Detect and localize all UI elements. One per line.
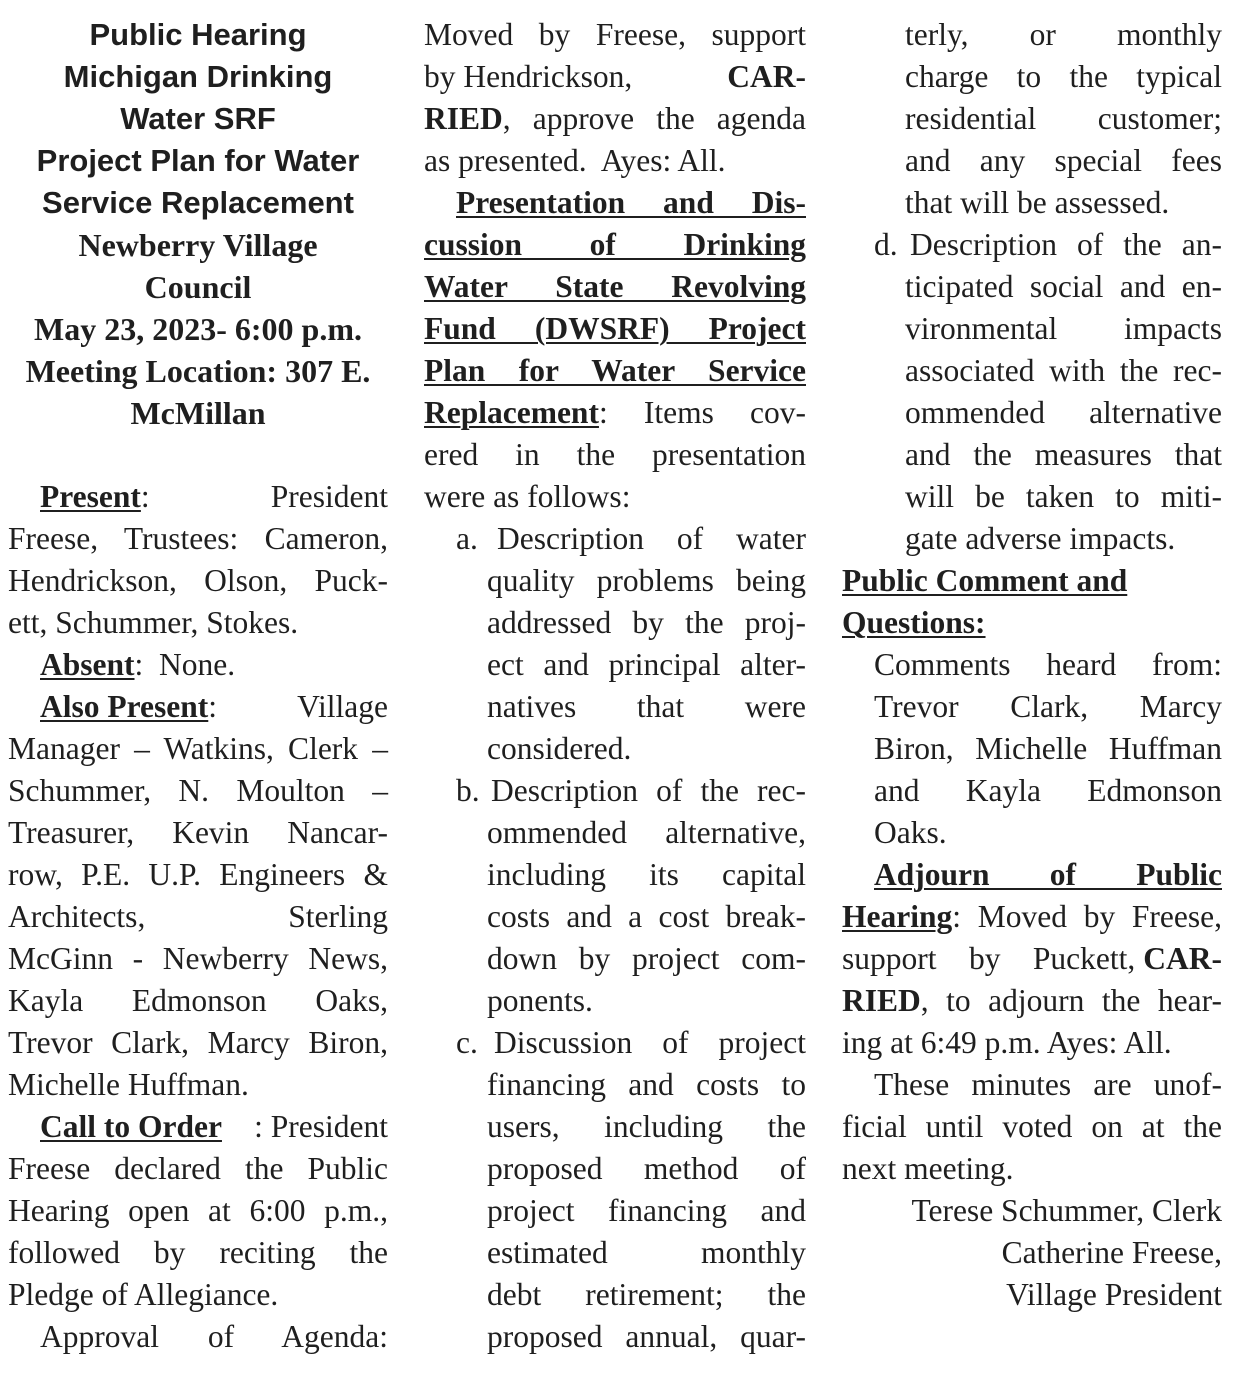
text-line: and the measures that [905, 437, 1222, 472]
text-fragment: : Moved by Freese, [952, 899, 1222, 934]
text-line: quality problems being [487, 563, 806, 598]
text-line: as presented. Ayes: All. [424, 143, 726, 178]
title-line: Michigan Drinking [63, 59, 333, 94]
list-item-a [424, 518, 806, 770]
presentation-heading: cussion of Drinking [424, 227, 806, 262]
text-line: ommended alternative, [487, 815, 806, 850]
call-to-order-section [8, 1106, 388, 1316]
column-1 [8, 14, 388, 1358]
text-line: Schummer, N. Moulton – [8, 773, 388, 808]
heading-text: Questions: [842, 605, 986, 640]
list-marker: d. [874, 227, 898, 262]
column-2 [424, 14, 806, 1358]
text-line [424, 56, 806, 98]
text-line: Hendrickson, Olson, Puck- [8, 563, 388, 598]
text-line [842, 896, 1222, 938]
text-line [8, 686, 388, 728]
public-comment-heading [842, 602, 1222, 644]
also-present-section [8, 686, 388, 1106]
text-line: gate adverse impacts. [905, 521, 1176, 556]
presentation-section [424, 182, 806, 1358]
text-line: natives that were [487, 689, 806, 724]
text-line [8, 644, 388, 686]
presentation-heading: Replacement [424, 395, 599, 430]
absent-section [8, 644, 388, 686]
meeting-date: May 23, 2023- 6:00 p.m. [34, 311, 362, 347]
spacer [8, 434, 388, 476]
text-line: debt retirement; the [487, 1277, 806, 1312]
text-line [424, 98, 806, 140]
text-line: Description of the an- [910, 227, 1222, 262]
text-line: followed by reciting the [8, 1235, 388, 1270]
text-fragment: , approve the agenda [502, 101, 806, 136]
carried-label: CAR- [727, 59, 806, 94]
text-line: ered in the presentation [424, 437, 806, 472]
text-fragment: : President [254, 1109, 388, 1144]
presentation-heading: Water State Revolving [424, 269, 806, 304]
president-signature: Catherine Freese, [1001, 1235, 1222, 1270]
text-line: ommended alternative [905, 395, 1222, 430]
text-fragment: support by Puckett, [842, 941, 1136, 976]
text-line: Trevor Clark, Marcy [874, 689, 1222, 724]
text-line: ficial until voted on at the [842, 1109, 1222, 1144]
text-line: terly, or monthly [905, 17, 1222, 52]
text-fragment: : Items cov- [598, 395, 806, 430]
text-fragment: by Hendrickson, [424, 59, 633, 94]
text-line: proposed annual, quar- [487, 1319, 806, 1354]
column-3 [842, 14, 1222, 1316]
title-line: Service Replacement [42, 185, 354, 220]
text-line: Trevor Clark, Marcy Biron, [8, 1025, 388, 1060]
text-line [8, 476, 388, 518]
text-line: proposed method of [487, 1151, 806, 1186]
text-line: ect and principal alter- [487, 647, 806, 682]
presentation-heading: Presentation and Dis- [456, 185, 806, 220]
text-line: and Kayla Edmonson [874, 773, 1222, 808]
title-line: Public Hearing [89, 17, 307, 52]
list-item-d [842, 224, 1222, 560]
presentation-heading: Fund (DWSRF) Project [424, 311, 806, 346]
text-line [8, 1106, 388, 1148]
list-item-c [424, 1022, 806, 1358]
text-line: These minutes are unof- [874, 1067, 1222, 1102]
text-fragment: : None. [134, 647, 236, 682]
text-line: Discussion of project [494, 1025, 806, 1060]
meeting-location: Meeting Location: 307 E. [25, 353, 371, 389]
text-line: down by project com- [487, 941, 806, 976]
signature-block [842, 1190, 1222, 1316]
text-line: Description of the rec- [491, 773, 806, 808]
text-line: were as follows: [424, 479, 631, 514]
meeting-info-line: Council [144, 269, 252, 305]
text-line: Freese declared the Public [8, 1151, 388, 1186]
absent-label: Absent [40, 647, 135, 682]
president-title: Village President [1006, 1277, 1222, 1312]
public-comment-heading [842, 560, 1222, 602]
title-line: Project Plan for Water [36, 143, 360, 178]
text-line: Manager – Watkins, Clerk – [8, 731, 388, 766]
text-fragment: Village [297, 689, 388, 724]
text-line: Architects, Sterling [8, 899, 388, 934]
adjourn-heading: Adjourn of Public [874, 857, 1222, 892]
text-line: financing and costs to [487, 1067, 806, 1102]
text-line: Hearing open at 6:00 p.m., [8, 1193, 388, 1228]
carried-label: RIED [424, 101, 503, 136]
hearing-title [8, 14, 388, 224]
text-line: Description of water [497, 521, 806, 556]
meeting-info-line: Newberry Village [78, 227, 318, 263]
text-line: Oaks. [874, 815, 947, 850]
text-line: considered. [487, 731, 632, 766]
also-present-label: Also Present [40, 689, 209, 724]
text-line: ett, Schummer, Stokes. [8, 605, 299, 640]
text-line: Treasurer, Kevin Nancar- [8, 815, 388, 850]
text-line: vironmental impacts [905, 311, 1222, 346]
text-line [842, 938, 1222, 980]
list-marker: b. [456, 773, 480, 808]
text-line: including its capital [487, 857, 806, 892]
list-marker: c. [456, 1025, 478, 1060]
text-line: McGinn - Newberry News, [8, 941, 388, 976]
adjourn-heading: Hearing [842, 899, 953, 934]
text-line: ponents. [487, 983, 593, 1018]
text-fragment: : [140, 479, 150, 514]
text-fragment: President [270, 479, 388, 514]
text-line: users, including the [487, 1109, 806, 1144]
text-line: that will be assessed. [905, 185, 1170, 220]
meeting-info [8, 224, 388, 434]
text-line: costs and a cost break- [487, 899, 806, 934]
text-line: Comments heard from: [874, 647, 1222, 682]
adjourn-section [842, 854, 1222, 1064]
text-line: ticipated social and en- [905, 269, 1222, 304]
text-fragment: , to adjourn the hear- [920, 983, 1222, 1018]
presentation-heading: Plan for Water Service [424, 353, 806, 388]
present-label: Present [40, 479, 141, 514]
text-line: charge to the typical [905, 59, 1222, 94]
text-line: addressed by the proj- [487, 605, 806, 640]
text-line: will be taken to miti- [905, 479, 1222, 514]
list-item-c-continued [842, 14, 1222, 224]
text-line: estimated monthly [487, 1235, 806, 1270]
text-line: Approval of Agenda: [40, 1319, 388, 1354]
text-line [424, 392, 806, 434]
text-line: Biron, Michelle Huffman [874, 731, 1222, 766]
approval-section-start [8, 1316, 388, 1358]
text-line: Pledge of Allegiance. [8, 1277, 279, 1312]
title-line: Water SRF [120, 101, 276, 136]
closing-section [842, 1064, 1222, 1190]
approval-section [424, 14, 806, 182]
clerk-signature: Terese Schummer, Clerk [911, 1193, 1222, 1228]
text-line: project financing and [487, 1193, 806, 1228]
heading-text: Public Comment and [842, 563, 1128, 598]
list-item-b [424, 770, 806, 1022]
present-section [8, 476, 388, 644]
text-line [842, 980, 1222, 1022]
text-line: and any special fees [905, 143, 1222, 178]
text-line: Moved by Freese, support [424, 17, 806, 52]
text-line: next meeting. [842, 1151, 1014, 1186]
text-fragment: : [208, 689, 218, 724]
list-marker: a. [456, 521, 478, 556]
text-line: Kayla Edmonson Oaks, [8, 983, 388, 1018]
text-line: Michelle Huffman. [8, 1067, 249, 1102]
meeting-location: McMillan [130, 395, 266, 431]
text-line: ing at 6:49 p.m. Ayes: All. [842, 1025, 1172, 1060]
text-line: Freese, Trustees: Cameron, [8, 521, 388, 556]
text-line: residential customer; [905, 101, 1222, 136]
carried-label: RIED [842, 983, 921, 1018]
call-to-order-label: Call to Order [40, 1109, 222, 1144]
public-comment-section [842, 560, 1222, 854]
text-line: associated with the rec- [905, 353, 1222, 388]
text-line: row, P.E. U.P. Engineers & [8, 857, 388, 892]
carried-label: CAR- [1143, 941, 1222, 976]
